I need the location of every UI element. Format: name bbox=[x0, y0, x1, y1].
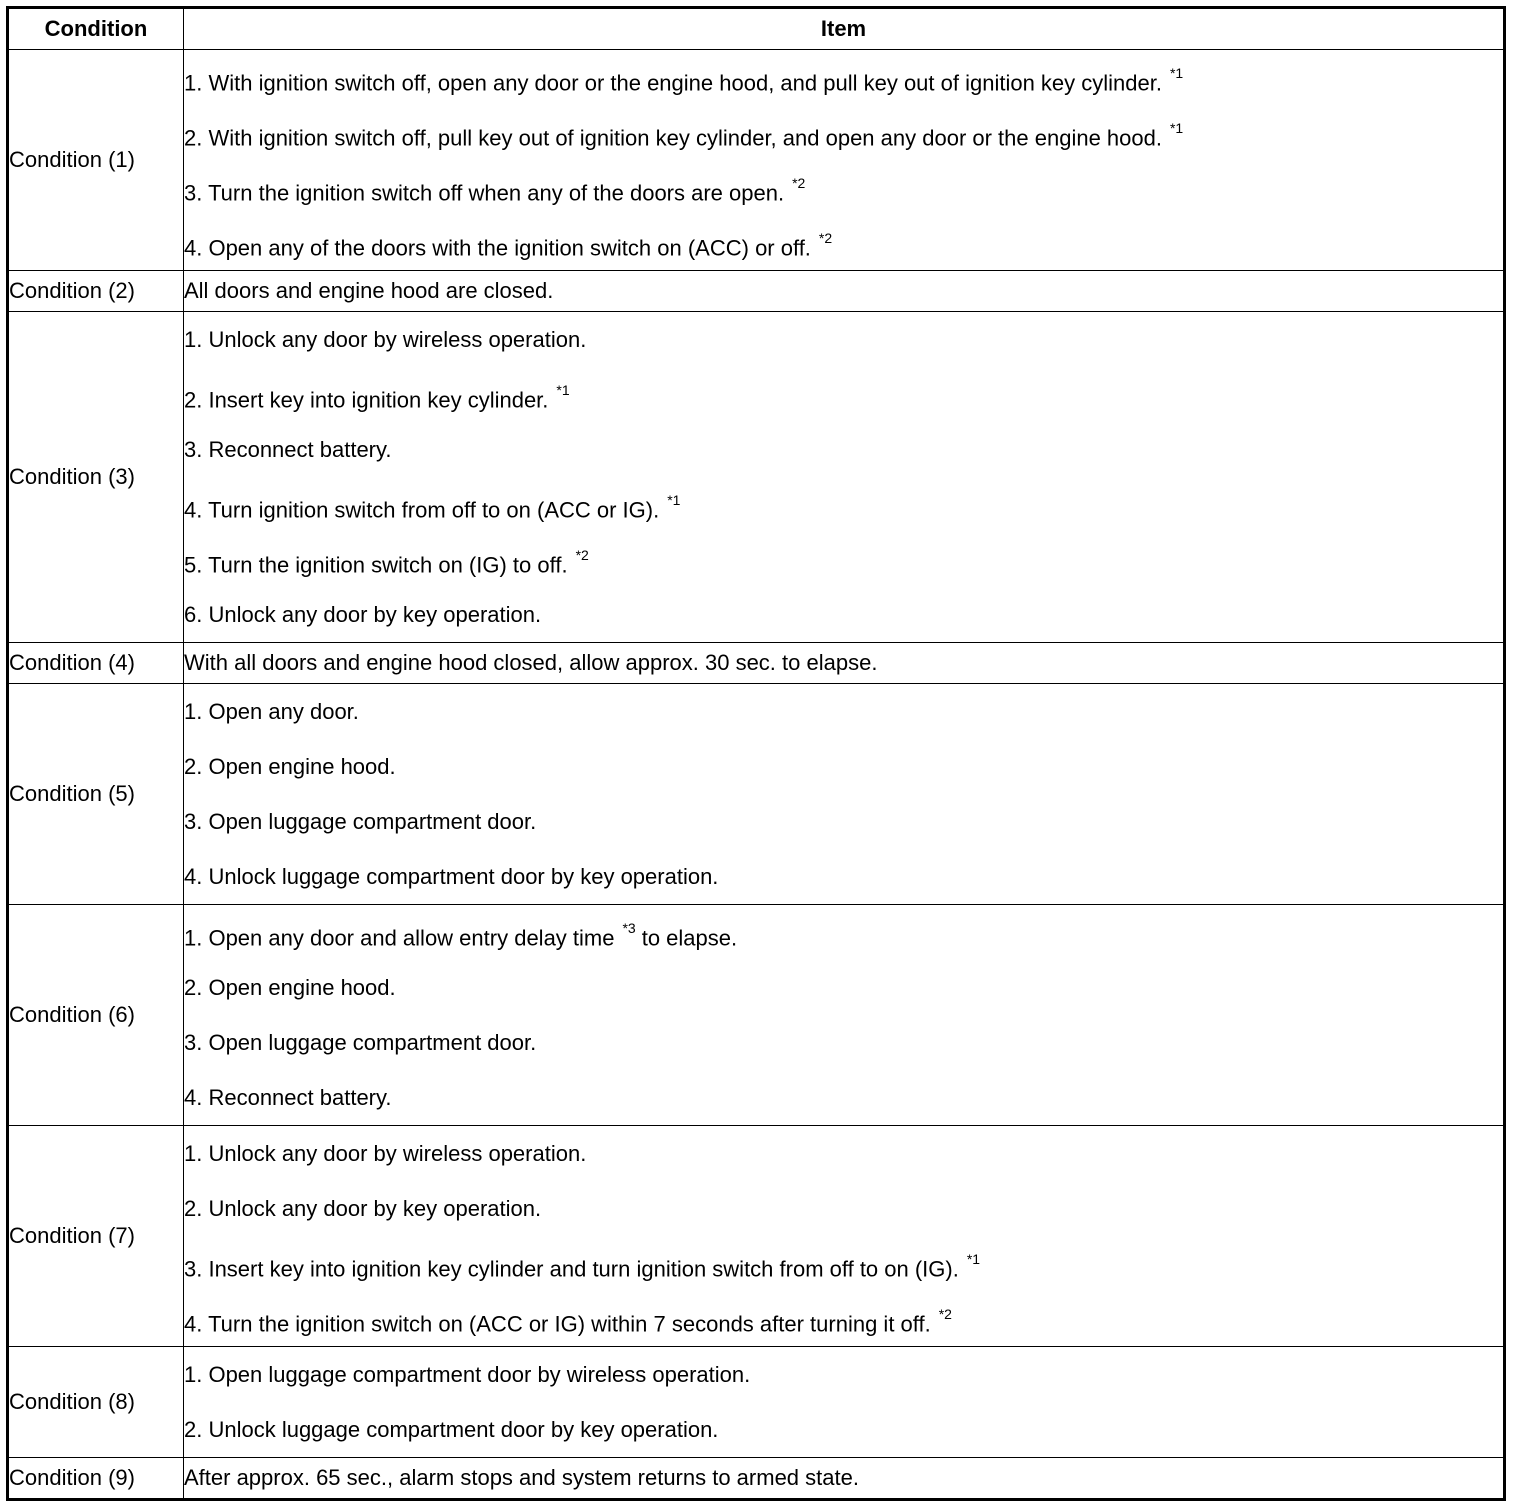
item-line bbox=[184, 271, 1503, 311]
table-row bbox=[8, 50, 1505, 271]
footnote-marker: *2 bbox=[792, 175, 806, 191]
footnote-marker: *2 bbox=[575, 547, 589, 563]
footnote-marker: *1 bbox=[1169, 120, 1184, 136]
item-text: All doors and engine hood are closed. bbox=[184, 278, 554, 303]
item-text-after: to elapse. bbox=[641, 925, 738, 951]
item-text: 2. Unlock luggage compartment door by key operation. bbox=[184, 1417, 719, 1442]
item-line bbox=[184, 105, 1503, 160]
item-text: 1. Unlock any door by wireless operation. bbox=[184, 327, 587, 352]
item-text: 3. Open luggage compartment door. bbox=[184, 1030, 537, 1055]
item-line bbox=[184, 739, 1503, 794]
condition-label: Condition (9) bbox=[8, 1458, 184, 1500]
item-text: 4. Turn the ignition switch on (ACC or IG) within 7 seconds after turning it off. bbox=[184, 1311, 931, 1337]
item-line bbox=[184, 1291, 1503, 1346]
table-row bbox=[8, 643, 1505, 684]
item-text: 1. Unlock any door by wireless operation. bbox=[184, 1141, 587, 1166]
item-text: After approx. 65 sec., alarm stops and system returns to armed state. bbox=[184, 1465, 859, 1490]
item-line bbox=[184, 643, 1503, 683]
item-line bbox=[184, 1181, 1503, 1236]
item-text: 3. Open luggage compartment door. bbox=[184, 809, 537, 834]
item-text: 2. With ignition switch off, pull key out of ignition key cylinder, and open any door or the engine hood. bbox=[184, 125, 1162, 151]
condition-label: Condition (2) bbox=[8, 271, 184, 312]
item-text: 5. Turn the ignition switch on (IG) to off. bbox=[184, 552, 568, 578]
item-text: 6. Unlock any door by key operation. bbox=[184, 602, 542, 627]
item-text: 2. Open engine hood. bbox=[184, 975, 396, 1000]
item-line bbox=[184, 684, 1503, 739]
condition-items bbox=[184, 1458, 1505, 1500]
item-text: 4. Open any of the doors with the ignition switch on (ACC) or off. bbox=[184, 235, 811, 261]
item-text: 2. Unlock any door by key operation. bbox=[184, 1196, 542, 1221]
header-condition: Condition bbox=[8, 8, 184, 50]
item-line bbox=[184, 1126, 1503, 1181]
table-body bbox=[8, 50, 1505, 1500]
table-row bbox=[8, 271, 1505, 312]
item-line bbox=[184, 1070, 1503, 1125]
item-text: 3. Insert key into ignition key cylinder and turn ignition switch from off to on (IG). bbox=[184, 1256, 959, 1282]
table-row bbox=[8, 905, 1505, 1126]
item-line bbox=[184, 312, 1503, 367]
condition-table bbox=[6, 6, 1506, 1501]
footnote-marker: *1 bbox=[556, 382, 570, 398]
condition-label: Condition (6) bbox=[8, 905, 184, 1126]
item-line bbox=[184, 1347, 1503, 1402]
item-line bbox=[184, 532, 1503, 587]
item-text: 3. Turn the ignition switch off when any of the doors are open. bbox=[184, 180, 785, 206]
item-text: 2. Insert key into ignition key cylinder. bbox=[184, 387, 549, 413]
item-line bbox=[184, 1236, 1503, 1291]
item-line bbox=[184, 477, 1503, 532]
footnote-marker: *3 bbox=[622, 920, 636, 936]
footnote-marker: *1 bbox=[1169, 65, 1184, 81]
table-row bbox=[8, 312, 1505, 643]
footnote-marker: *2 bbox=[938, 1306, 952, 1322]
item-text: 2. Open engine hood. bbox=[184, 754, 396, 779]
item-text: 1. With ignition switch off, open any door or the engine hood, and pull key out of ignition key cylinder. bbox=[184, 70, 1162, 96]
item-text: With all doors and engine hood closed, allow approx. 30 sec. to elapse. bbox=[184, 650, 878, 675]
table-row bbox=[8, 1458, 1505, 1500]
item-line bbox=[184, 1458, 1503, 1498]
item-text: 1. Open luggage compartment door by wireless operation. bbox=[184, 1362, 751, 1387]
condition-items bbox=[184, 312, 1505, 643]
condition-label: Condition (3) bbox=[8, 312, 184, 643]
item-line bbox=[184, 587, 1503, 642]
item-text: 4. Turn ignition switch from off to on (ACC or IG). bbox=[184, 497, 660, 523]
condition-items bbox=[184, 1347, 1505, 1458]
item-text: 4. Reconnect battery. bbox=[184, 1085, 392, 1110]
item-text: 1. Open any door. bbox=[184, 699, 359, 724]
table-row bbox=[8, 684, 1505, 905]
item-line bbox=[184, 1402, 1503, 1457]
item-line bbox=[184, 367, 1503, 422]
condition-label: Condition (5) bbox=[8, 684, 184, 905]
condition-label: Condition (1) bbox=[8, 50, 184, 271]
condition-label: Condition (7) bbox=[8, 1126, 184, 1347]
item-line bbox=[184, 422, 1503, 477]
item-line bbox=[184, 960, 1503, 1015]
header-item: Item bbox=[184, 8, 1505, 50]
item-line bbox=[184, 50, 1503, 105]
condition-items bbox=[184, 905, 1505, 1126]
item-text: 1. Open any door and allow entry delay time bbox=[184, 925, 615, 951]
item-line bbox=[184, 794, 1503, 849]
item-text: 3. Reconnect battery. bbox=[184, 437, 392, 462]
header-row bbox=[8, 8, 1505, 50]
condition-items bbox=[184, 643, 1505, 684]
condition-label: Condition (4) bbox=[8, 643, 184, 684]
table-row bbox=[8, 1126, 1505, 1347]
item-text: 4. Unlock luggage compartment door by key operation. bbox=[184, 864, 719, 889]
item-line bbox=[184, 849, 1503, 904]
condition-items bbox=[184, 271, 1505, 312]
item-line bbox=[184, 215, 1503, 270]
footnote-marker: *1 bbox=[667, 492, 681, 508]
condition-items bbox=[184, 50, 1505, 271]
condition-items bbox=[184, 684, 1505, 905]
item-line bbox=[184, 160, 1503, 215]
condition-label: Condition (8) bbox=[8, 1347, 184, 1458]
item-line bbox=[184, 905, 1503, 960]
item-line bbox=[184, 1015, 1503, 1070]
condition-items bbox=[184, 1126, 1505, 1347]
table-row bbox=[8, 1347, 1505, 1458]
footnote-marker: *1 bbox=[966, 1251, 981, 1267]
footnote-marker: *2 bbox=[818, 230, 833, 246]
